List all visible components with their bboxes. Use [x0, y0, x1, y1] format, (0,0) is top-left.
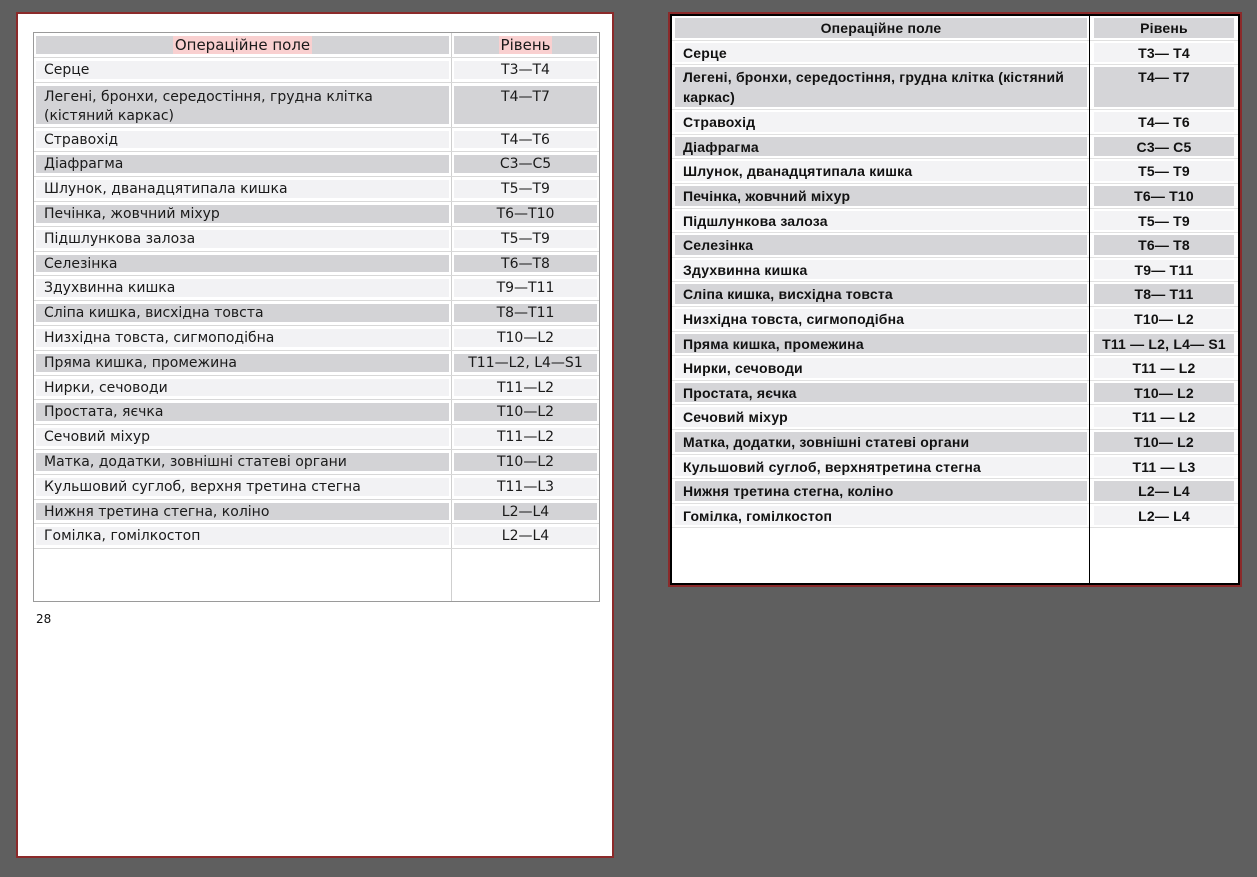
field-cell: Сечовий міхур [36, 428, 449, 446]
table-row [672, 65, 1238, 110]
left-table [33, 32, 600, 602]
field-cell: Підшлункова залоза [675, 211, 1087, 231]
level-cell: L2— L4 [1094, 506, 1234, 526]
level-cell: T5— T9 [1094, 161, 1234, 181]
level-cell: T3— T4 [1094, 43, 1234, 63]
field-cell: Низхідна товста, сигмоподібна [36, 329, 449, 347]
field-cell: Кульшовий суглоб, верхня третина стегна [36, 478, 449, 496]
level-cell: T10—L2 [454, 329, 597, 347]
level-cell: T10— L2 [1094, 383, 1234, 403]
table-row [34, 400, 599, 425]
level-cell: T10—L2 [454, 453, 597, 471]
level-cell: L2— L4 [1094, 481, 1234, 501]
level-cell: T11 — L2 [1094, 358, 1234, 378]
level-cell: T4— T6 [1094, 112, 1234, 132]
level-cell: C3—C5 [454, 155, 597, 173]
field-cell: Простата, яєчка [675, 383, 1087, 403]
level-cell: T4—T6 [454, 131, 597, 149]
table-row [672, 381, 1238, 406]
level-cell: T6— T10 [1094, 186, 1234, 206]
table-row [34, 276, 599, 301]
empty-row [34, 549, 599, 601]
field-cell: Серце [675, 43, 1087, 63]
table-row [34, 152, 599, 177]
table-row [34, 475, 599, 500]
table-row [672, 405, 1238, 430]
left-header-level: Рівень [500, 36, 551, 54]
table-row [672, 307, 1238, 332]
table-row [34, 524, 599, 549]
level-cell: T11—L2 [454, 428, 597, 446]
table-row [34, 301, 599, 326]
table-row [34, 450, 599, 475]
level-cell: T6—T10 [454, 205, 597, 223]
level-cell: T8— T11 [1094, 284, 1234, 304]
field-cell: Матка, додатки, зовнішні статеві органи [36, 453, 449, 471]
table-row [672, 282, 1238, 307]
right-table [670, 14, 1240, 585]
field-cell: Гомілка, гомілкостоп [36, 527, 449, 545]
level-cell: T11—L2, L4—S1 [454, 354, 597, 372]
right-header-field: Операційне поле [675, 18, 1087, 38]
field-cell: Сечовий міхур [675, 407, 1087, 427]
table-row [672, 41, 1238, 66]
field-cell: Сліпа кишка, висхідна товста [36, 304, 449, 322]
level-cell: T6—T8 [454, 255, 597, 273]
field-cell: Шлунок, дванадцятипала кишка [675, 161, 1087, 181]
table-row [34, 83, 599, 128]
table-row [34, 227, 599, 252]
table-row [672, 430, 1238, 455]
field-cell: Діафрагма [36, 155, 449, 173]
field-cell: Печінка, жовчний міхур [36, 205, 449, 223]
table-row [672, 184, 1238, 209]
field-cell: Матка, додатки, зовнішні статеві органи [675, 432, 1087, 452]
table-row [34, 177, 599, 202]
column-divider [1089, 16, 1090, 583]
field-cell: Стравохід [675, 112, 1087, 132]
field-cell: Сліпа кишка, висхідна товста [675, 284, 1087, 304]
table-row [672, 110, 1238, 135]
level-cell: T9— T11 [1094, 260, 1234, 280]
table-row [672, 135, 1238, 160]
field-cell: Селезінка [675, 235, 1087, 255]
field-cell: Низхідна товста, сигмоподібна [675, 309, 1087, 329]
table-row [34, 128, 599, 153]
table-row [672, 455, 1238, 480]
table-row [672, 233, 1238, 258]
level-cell: T11—L3 [454, 478, 597, 496]
field-cell: Кульшовий суглоб, верхнятретина стегна [675, 457, 1087, 477]
level-cell: T4—T7 [454, 86, 597, 124]
level-cell: T4— T7 [1094, 67, 1234, 107]
field-cell: Легені, бронхи, середостіння, грудна клітка (кістяний каркас) [675, 67, 1087, 107]
level-cell: T6— T8 [1094, 235, 1234, 255]
table-row [34, 376, 599, 401]
table-row [672, 479, 1238, 504]
level-cell: T11 — L2 [1094, 407, 1234, 427]
field-cell: Печінка, жовчний міхур [675, 186, 1087, 206]
table-row [34, 500, 599, 525]
field-cell: Нирки, сечоводи [36, 379, 449, 397]
level-cell: T11 — L2, L4— S1 [1094, 334, 1234, 354]
level-cell: T10— L2 [1094, 432, 1234, 452]
table-row [672, 209, 1238, 234]
field-cell: Гомілка, гомілкостоп [675, 506, 1087, 526]
table-row [672, 258, 1238, 283]
level-cell: T5—T9 [454, 180, 597, 198]
right-header-level: Рівень [1094, 18, 1234, 38]
table-row [672, 356, 1238, 381]
table-row [672, 332, 1238, 357]
level-cell: T11 — L3 [1094, 457, 1234, 477]
field-cell: Діафрагма [675, 137, 1087, 157]
level-cell: T3—T4 [454, 61, 597, 79]
field-cell: Шлунок, дванадцятипала кишка [36, 180, 449, 198]
field-cell: Пряма кишка, промежина [36, 354, 449, 372]
level-cell: T5— T9 [1094, 211, 1234, 231]
table-row [672, 159, 1238, 184]
level-cell: T11—L2 [454, 379, 597, 397]
level-cell: L2—L4 [454, 503, 597, 521]
right-page [668, 12, 1242, 587]
level-cell: T8—T11 [454, 304, 597, 322]
left-page [16, 12, 614, 858]
field-cell: Легені, бронхи, середостіння, грудна клітка (кістяний каркас) [36, 86, 449, 124]
level-cell: L2—L4 [454, 527, 597, 545]
table-row [34, 351, 599, 376]
left-header-field: Операційне поле [174, 36, 311, 54]
field-cell: Здухвинна кишка [675, 260, 1087, 280]
table-row [34, 58, 599, 83]
field-cell: Пряма кишка, промежина [675, 334, 1087, 354]
field-cell: Серце [36, 61, 449, 79]
field-cell: Нижня третина стегна, коліно [36, 503, 449, 521]
left-table-header [34, 33, 599, 58]
field-cell: Селезінка [36, 255, 449, 273]
level-cell: C3— C5 [1094, 137, 1234, 157]
page-number: 28 [36, 612, 52, 626]
table-row [34, 425, 599, 450]
field-cell: Здухвинна кишка [36, 279, 449, 297]
table-row [34, 202, 599, 227]
level-cell: T10— L2 [1094, 309, 1234, 329]
field-cell: Стравохід [36, 131, 449, 149]
level-cell: T5—T9 [454, 230, 597, 248]
level-cell: T10—L2 [454, 403, 597, 421]
field-cell: Простата, яєчка [36, 403, 449, 421]
field-cell: Нирки, сечоводи [675, 358, 1087, 378]
table-row [34, 252, 599, 277]
field-cell: Нижня третина стегна, коліно [675, 481, 1087, 501]
level-cell: T9—T11 [454, 279, 597, 297]
table-row [34, 326, 599, 351]
table-row [672, 504, 1238, 529]
field-cell: Підшлункова залоза [36, 230, 449, 248]
right-table-header [672, 16, 1238, 41]
